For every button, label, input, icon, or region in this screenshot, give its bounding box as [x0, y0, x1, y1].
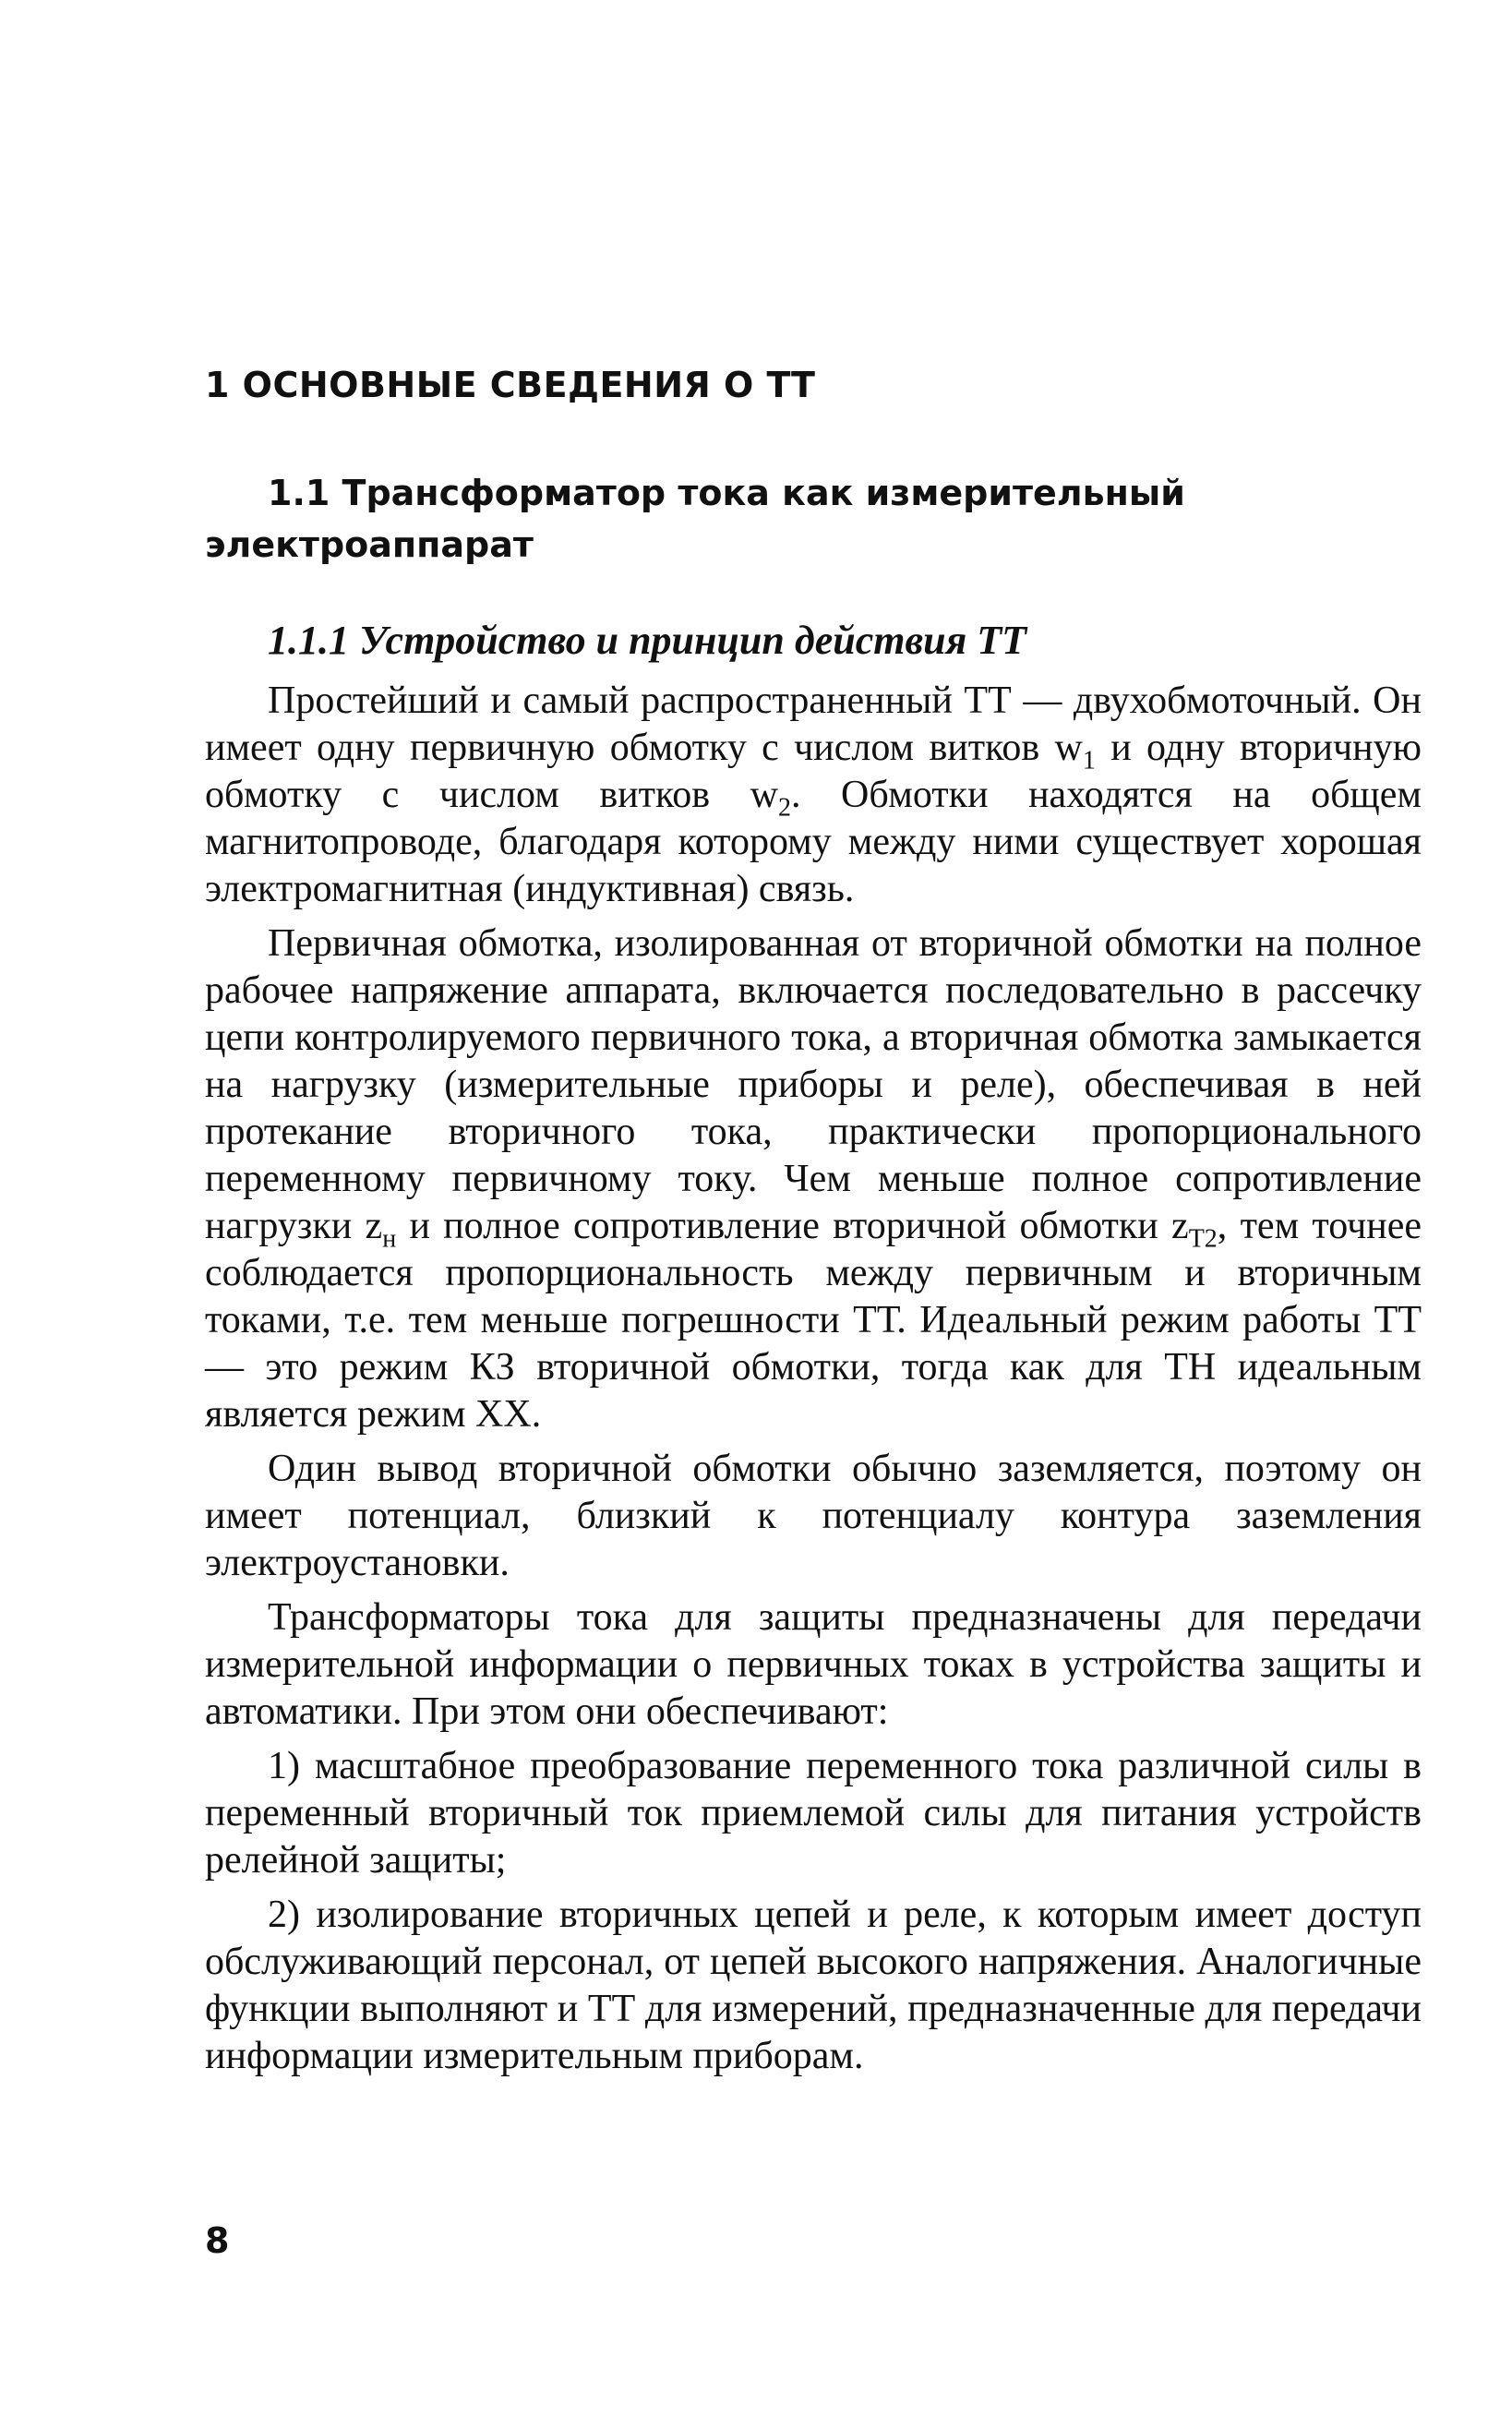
- paragraph-2: Первичная обмотка, изолированная от вторичной обмотки на полное рабочее напряжение аппарата, включается последовательно в рассечку цепи контролируемого первичного тока, а вторичная обмотка замыкается на нагрузку (измерительные приборы и реле), обеспечивая в ней протекание вторичного тока, практически пропорционального переменному первичному току. Чем меньше полное сопротивление нагрузки $z_н$ и полное сопротивление вторичной обмотки $z_{Т2}$, тем точнее соблюдается пропорциональность между первичным и вторичным токами, т.е. тем меньше погрешности ТТ. Идеальный режим работы ТТ — это режим КЗ вторичной обмотки, тогда как для ТН идеальным является режим XX.: [205, 922, 1422, 1436]
- body-text: [205, 678, 1422, 2080]
- chapter-title: 1 ОСНОВНЫЕ СВЕДЕНИЯ О ТТ: [205, 365, 816, 405]
- page-number: 8: [205, 2220, 230, 2261]
- list-item-2: 2) изолирование вторичных цепей и реле, к которым имеет доступ обслуживающий персонал, от цепей высокого напряжения. Аналогичные функции выполняют и ТТ для измерений, предназначенные для передачи информации измерительным приборам.: [205, 1894, 1422, 2077]
- page-content: [205, 362, 1422, 2087]
- paragraph-3: Один вывод вторичной обмотки обычно заземляется, поэтому он имеет потенциал, близкий к потенциалу контура заземления электроустановки.: [205, 1448, 1422, 1584]
- list-item-1: 1) масштабное преобразование переменного тока различной силы в переменный вторичный ток приемлемой силы для питания устройств релейной защиты;: [205, 1745, 1422, 1882]
- section-title: 1.1 Трансформатор тока как измерительный электроаппарат: [205, 473, 1185, 565]
- paragraph-4: Трансформаторы тока для защиты предназначены для передачи измерительной информации о первичных токах в устройства защиты и автоматики. При этом они обеспечивают:: [205, 1596, 1422, 1733]
- paragraph-1: Простейший и самый распространенный ТТ — двухобмоточный. Он имеет одну первичную обмотку с числом витков $w_1$ и одну вторичную обмотку с числом витков $w_2$. Обмотки находятся на общем магнитопроводе, благодаря которому между ними существует хорошая электромагнитная (индуктивная) связь.: [205, 679, 1422, 910]
- subsection-title: 1.1.1 Устройство и принцип действия ТТ: [268, 618, 1026, 663]
